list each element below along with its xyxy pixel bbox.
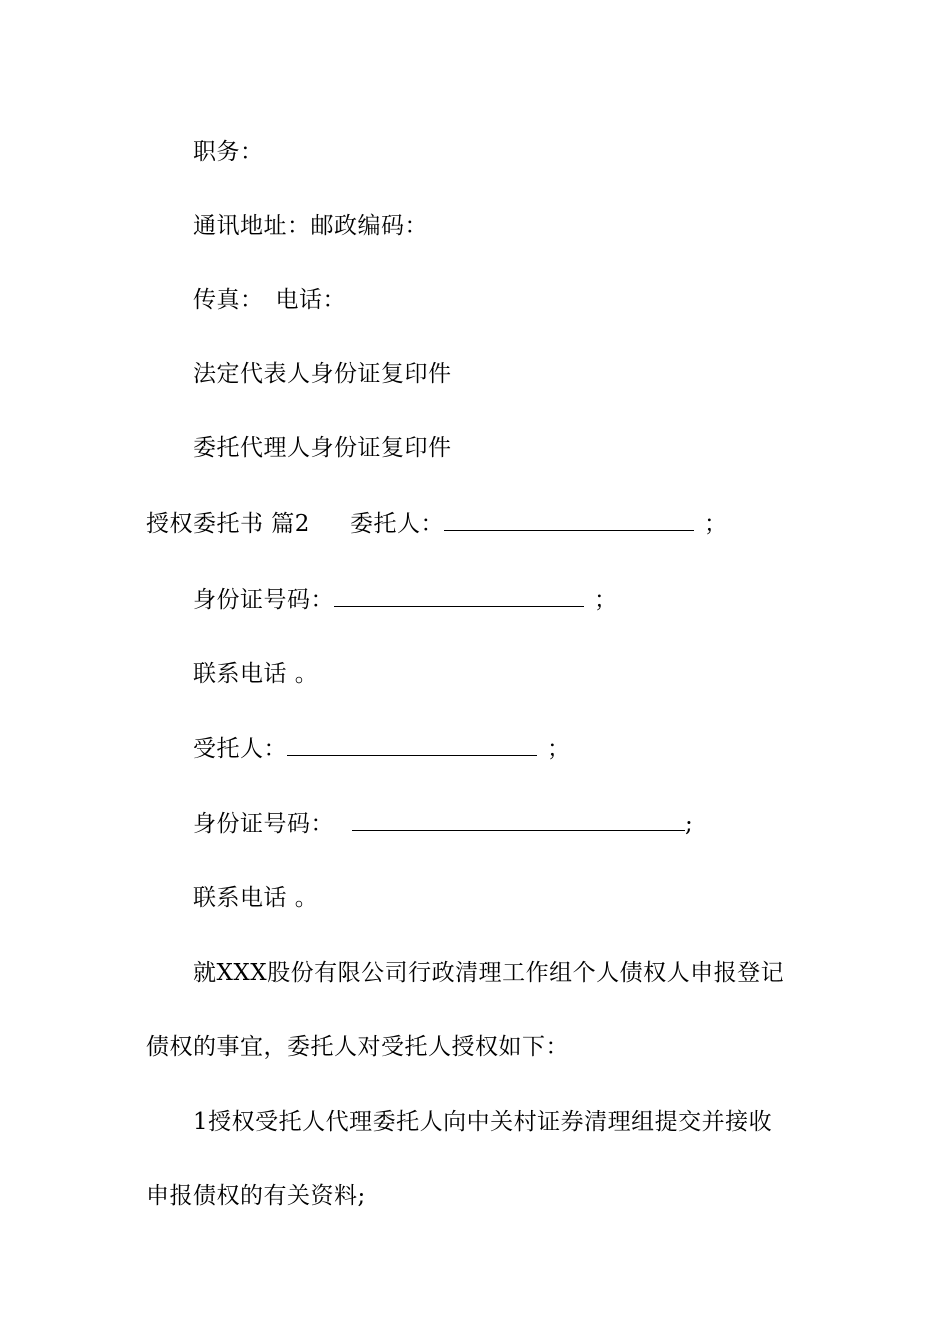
principal-label: 委托人：: [349, 511, 444, 537]
principal-id-punct: ；: [594, 587, 618, 613]
agent-phone-line: [193, 883, 318, 913]
agent-id-number-line: [193, 809, 693, 839]
agent-id-text: 委托代理人身份证复印件: [193, 435, 452, 461]
agent-blank: [287, 735, 537, 756]
phone-label: 电话：: [275, 287, 346, 313]
principal-punct: ；: [703, 511, 728, 537]
agent-id-number-punct: ;: [685, 811, 694, 837]
fax-phone-line: [193, 285, 346, 315]
principal-phone-label: 联系电话 。: [193, 661, 319, 687]
principal-phone-line: [193, 659, 318, 689]
principal-blank: [444, 510, 694, 531]
principal-id-blank: [334, 586, 584, 607]
position-label: 职务：: [193, 139, 264, 165]
body-para1-line2: [146, 1032, 569, 1062]
address-line: [193, 211, 428, 241]
agent-punct: ；: [547, 736, 571, 762]
body-para2-text1: 1授权受托人代理委托人向中关村证券清理组提交并接收: [193, 1109, 773, 1135]
body-para2-text2: 申报债权的有关资料;: [146, 1183, 366, 1209]
agent-id-number-label: 身份证号码：: [193, 811, 334, 837]
agent-id-line: [193, 433, 452, 463]
agent-label: 受托人：: [193, 736, 287, 762]
body-para1-text1: 就XXX股份有限公司行政清理工作组个人债权人申报登记: [193, 960, 785, 986]
section-heading-line: [146, 509, 727, 539]
principal-id-line: [193, 585, 618, 615]
fax-label: 传真：: [193, 287, 264, 313]
section-heading: 授权委托书 篇2: [146, 511, 310, 537]
address-label: 通讯地址：邮政编码：: [193, 213, 428, 239]
body-para2-line1: [193, 1107, 772, 1137]
agent-id-number-blank: [352, 810, 685, 831]
body-para1-text2: 债权的事宜，委托人对受托人授权如下：: [146, 1034, 569, 1060]
position-line: [193, 137, 264, 167]
body-para1-line1: [193, 958, 784, 988]
principal-id-label: 身份证号码：: [193, 587, 334, 613]
agent-line: [193, 734, 571, 764]
agent-phone-label: 联系电话 。: [193, 885, 319, 911]
legal-rep-id-text: 法定代表人身份证复印件: [193, 361, 452, 387]
legal-rep-id-line: [193, 359, 452, 389]
body-para2-line2: [146, 1181, 366, 1211]
